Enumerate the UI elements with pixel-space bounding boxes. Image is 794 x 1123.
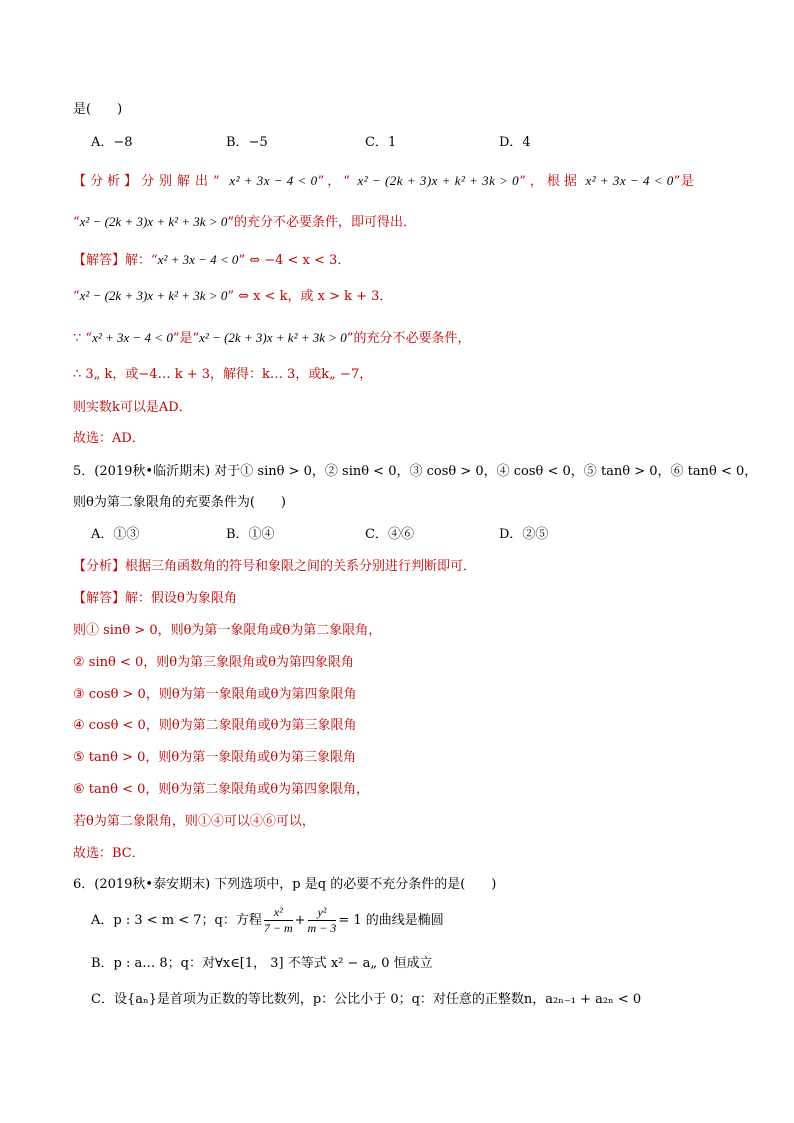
q5-stem-line2: 则θ为第二象限角的充要条件为( ) bbox=[73, 495, 286, 510]
answer-text: 解：假设θ为象限角 bbox=[125, 591, 237, 606]
analysis-text: 根据三角函数角的符号和象限之间的关系分别进行判断即可． bbox=[125, 559, 477, 574]
math-expr: x² + 3x − 4 < 0 bbox=[585, 173, 674, 188]
fraction-numerator: y² bbox=[308, 905, 337, 921]
q6-stem: 6．(2019秋•泰安期末) 下列选项中，p 是q 的必要不充分条件的是( ) bbox=[73, 877, 497, 892]
analysis-text: ”的充分不必要条件，即可得出． bbox=[227, 215, 416, 230]
analysis-text: ”，根据 bbox=[519, 174, 581, 189]
q4-answer-line1 bbox=[73, 251, 350, 270]
q5-answer-line8: 故选：BC． bbox=[73, 846, 145, 861]
q5-answer-line6: ⑥ tanθ < 0，则θ为第二象限角或θ为第四象限角， bbox=[73, 782, 370, 797]
q5-answer-line2: ② sinθ < 0，则θ为第三象限角或θ为第四象限角 bbox=[73, 655, 354, 670]
q4-option-d[interactable]: D．4 bbox=[499, 135, 531, 150]
q5-option-d[interactable]: D．②⑤ bbox=[499, 527, 549, 542]
q6-option-c[interactable]: C．设{aₙ}是首项为正数的等比数列，p：公比小于 0；q：对任意的正整数n，a₂ₙ₋₁ + a₂ₙ < 0 bbox=[91, 992, 642, 1007]
q5-answer-line4: ④ cosθ < 0，则θ为第二象限角或θ为第三象限角 bbox=[73, 718, 357, 733]
q5-answer-line7: 若θ为第二象限角，则①④可以④⑥可以， bbox=[73, 814, 315, 829]
q5-answer-line5: ⑤ tanθ > 0，则θ为第一象限角或θ为第三象限角 bbox=[73, 750, 357, 765]
fraction-x bbox=[264, 905, 293, 936]
math-expr: x² − (2k + 3)x + k² + 3k > 0 bbox=[79, 214, 228, 229]
math-expr: x² + 3x − 4 < 0 bbox=[229, 173, 318, 188]
answer-text: ”的充分不必要条件， bbox=[346, 331, 471, 346]
math-expr: x² + 3x − 4 < 0 bbox=[157, 252, 239, 267]
answer-text: ” ⇔ x < k，或 x > k + 3． bbox=[227, 289, 393, 304]
q4-answer-line5: 则实数k可以是AD． bbox=[73, 400, 192, 415]
answer-tag: 【解答】 bbox=[73, 591, 126, 606]
analysis-text: ”，“ bbox=[317, 174, 353, 189]
analysis-text: 分别解出” bbox=[141, 174, 225, 189]
option-text: A．p : 3 < m < 7；q：方程 bbox=[91, 913, 262, 928]
q4-answer-line2 bbox=[73, 287, 392, 306]
answer-text: 解：“ bbox=[125, 253, 158, 268]
q4-answer-line3 bbox=[73, 329, 470, 348]
answer-text: ”是“ bbox=[172, 331, 200, 346]
answer-text: ∵ “ bbox=[73, 331, 93, 346]
q5-stem-line1: 5．(2019秋•临沂期末) 对于① sinθ > 0，② sinθ < 0，③ cosθ > 0，④ cosθ < 0，⑤ tanθ > 0，⑥ tanθ < 0， bbox=[73, 464, 758, 479]
q6-option-a[interactable] bbox=[91, 905, 444, 937]
fraction-denominator: m − 3 bbox=[307, 921, 337, 935]
q5-option-c[interactable]: C．④⑥ bbox=[365, 527, 414, 542]
q5-analysis bbox=[73, 558, 476, 576]
math-expr: x² + 3x − 4 < 0 bbox=[92, 330, 173, 345]
q4-option-a[interactable]: A．−8 bbox=[91, 135, 133, 150]
q6-option-b[interactable]: B．p : a… 8；q：对∀x∈[1， 3] 不等式 x² − a„ 0 恒成立 bbox=[91, 956, 433, 971]
q4-option-c[interactable]: C．1 bbox=[365, 135, 397, 150]
answer-text: ” ⇔ −4 < x < 3． bbox=[238, 253, 351, 268]
q5-answer-line3: ③ cosθ > 0，则θ为第一象限角或θ为第四象限角 bbox=[73, 687, 357, 702]
quote: “ bbox=[73, 289, 80, 304]
q4-analysis-line1 bbox=[73, 172, 694, 191]
math-expr: x² − (2k + 3)x + k² + 3k > 0 bbox=[199, 330, 347, 345]
q5-answer-line1: 则① sinθ > 0，则θ为第一象限角或θ为第二象限角， bbox=[73, 623, 382, 638]
q5-option-a[interactable]: A．①③ bbox=[91, 527, 140, 542]
q4-analysis-line2 bbox=[73, 213, 416, 232]
quote: “ bbox=[73, 215, 80, 230]
q4-answer-line4: ∴ 3„ k，或−4… k + 3，解得：k… 3，或k„ −7， bbox=[73, 367, 373, 382]
q4-answer-line6: 故选：AD． bbox=[73, 431, 145, 446]
fraction-denominator: 7 − m bbox=[263, 921, 293, 935]
analysis-tag: 【分析】 bbox=[73, 174, 142, 189]
plus-sign: + bbox=[294, 913, 306, 928]
math-expr: x² − (2k + 3)x + k² + 3k > 0 bbox=[79, 288, 228, 303]
fraction-numerator: x² bbox=[264, 905, 293, 921]
q4-option-b[interactable]: B．−5 bbox=[226, 135, 268, 150]
q4-stem-tail: 是( ) bbox=[73, 102, 123, 117]
answer-tag: 【解答】 bbox=[73, 253, 126, 268]
analysis-tag: 【分析】 bbox=[73, 559, 126, 574]
option-text: = 1 的曲线是椭圆 bbox=[338, 913, 444, 928]
math-expr: x² − (2k + 3)x + k² + 3k > 0 bbox=[357, 173, 520, 188]
fraction-y bbox=[308, 905, 337, 936]
q5-answer-first bbox=[73, 590, 237, 608]
q5-option-b[interactable]: B．①④ bbox=[226, 527, 275, 542]
analysis-text: ”是 bbox=[673, 174, 695, 189]
